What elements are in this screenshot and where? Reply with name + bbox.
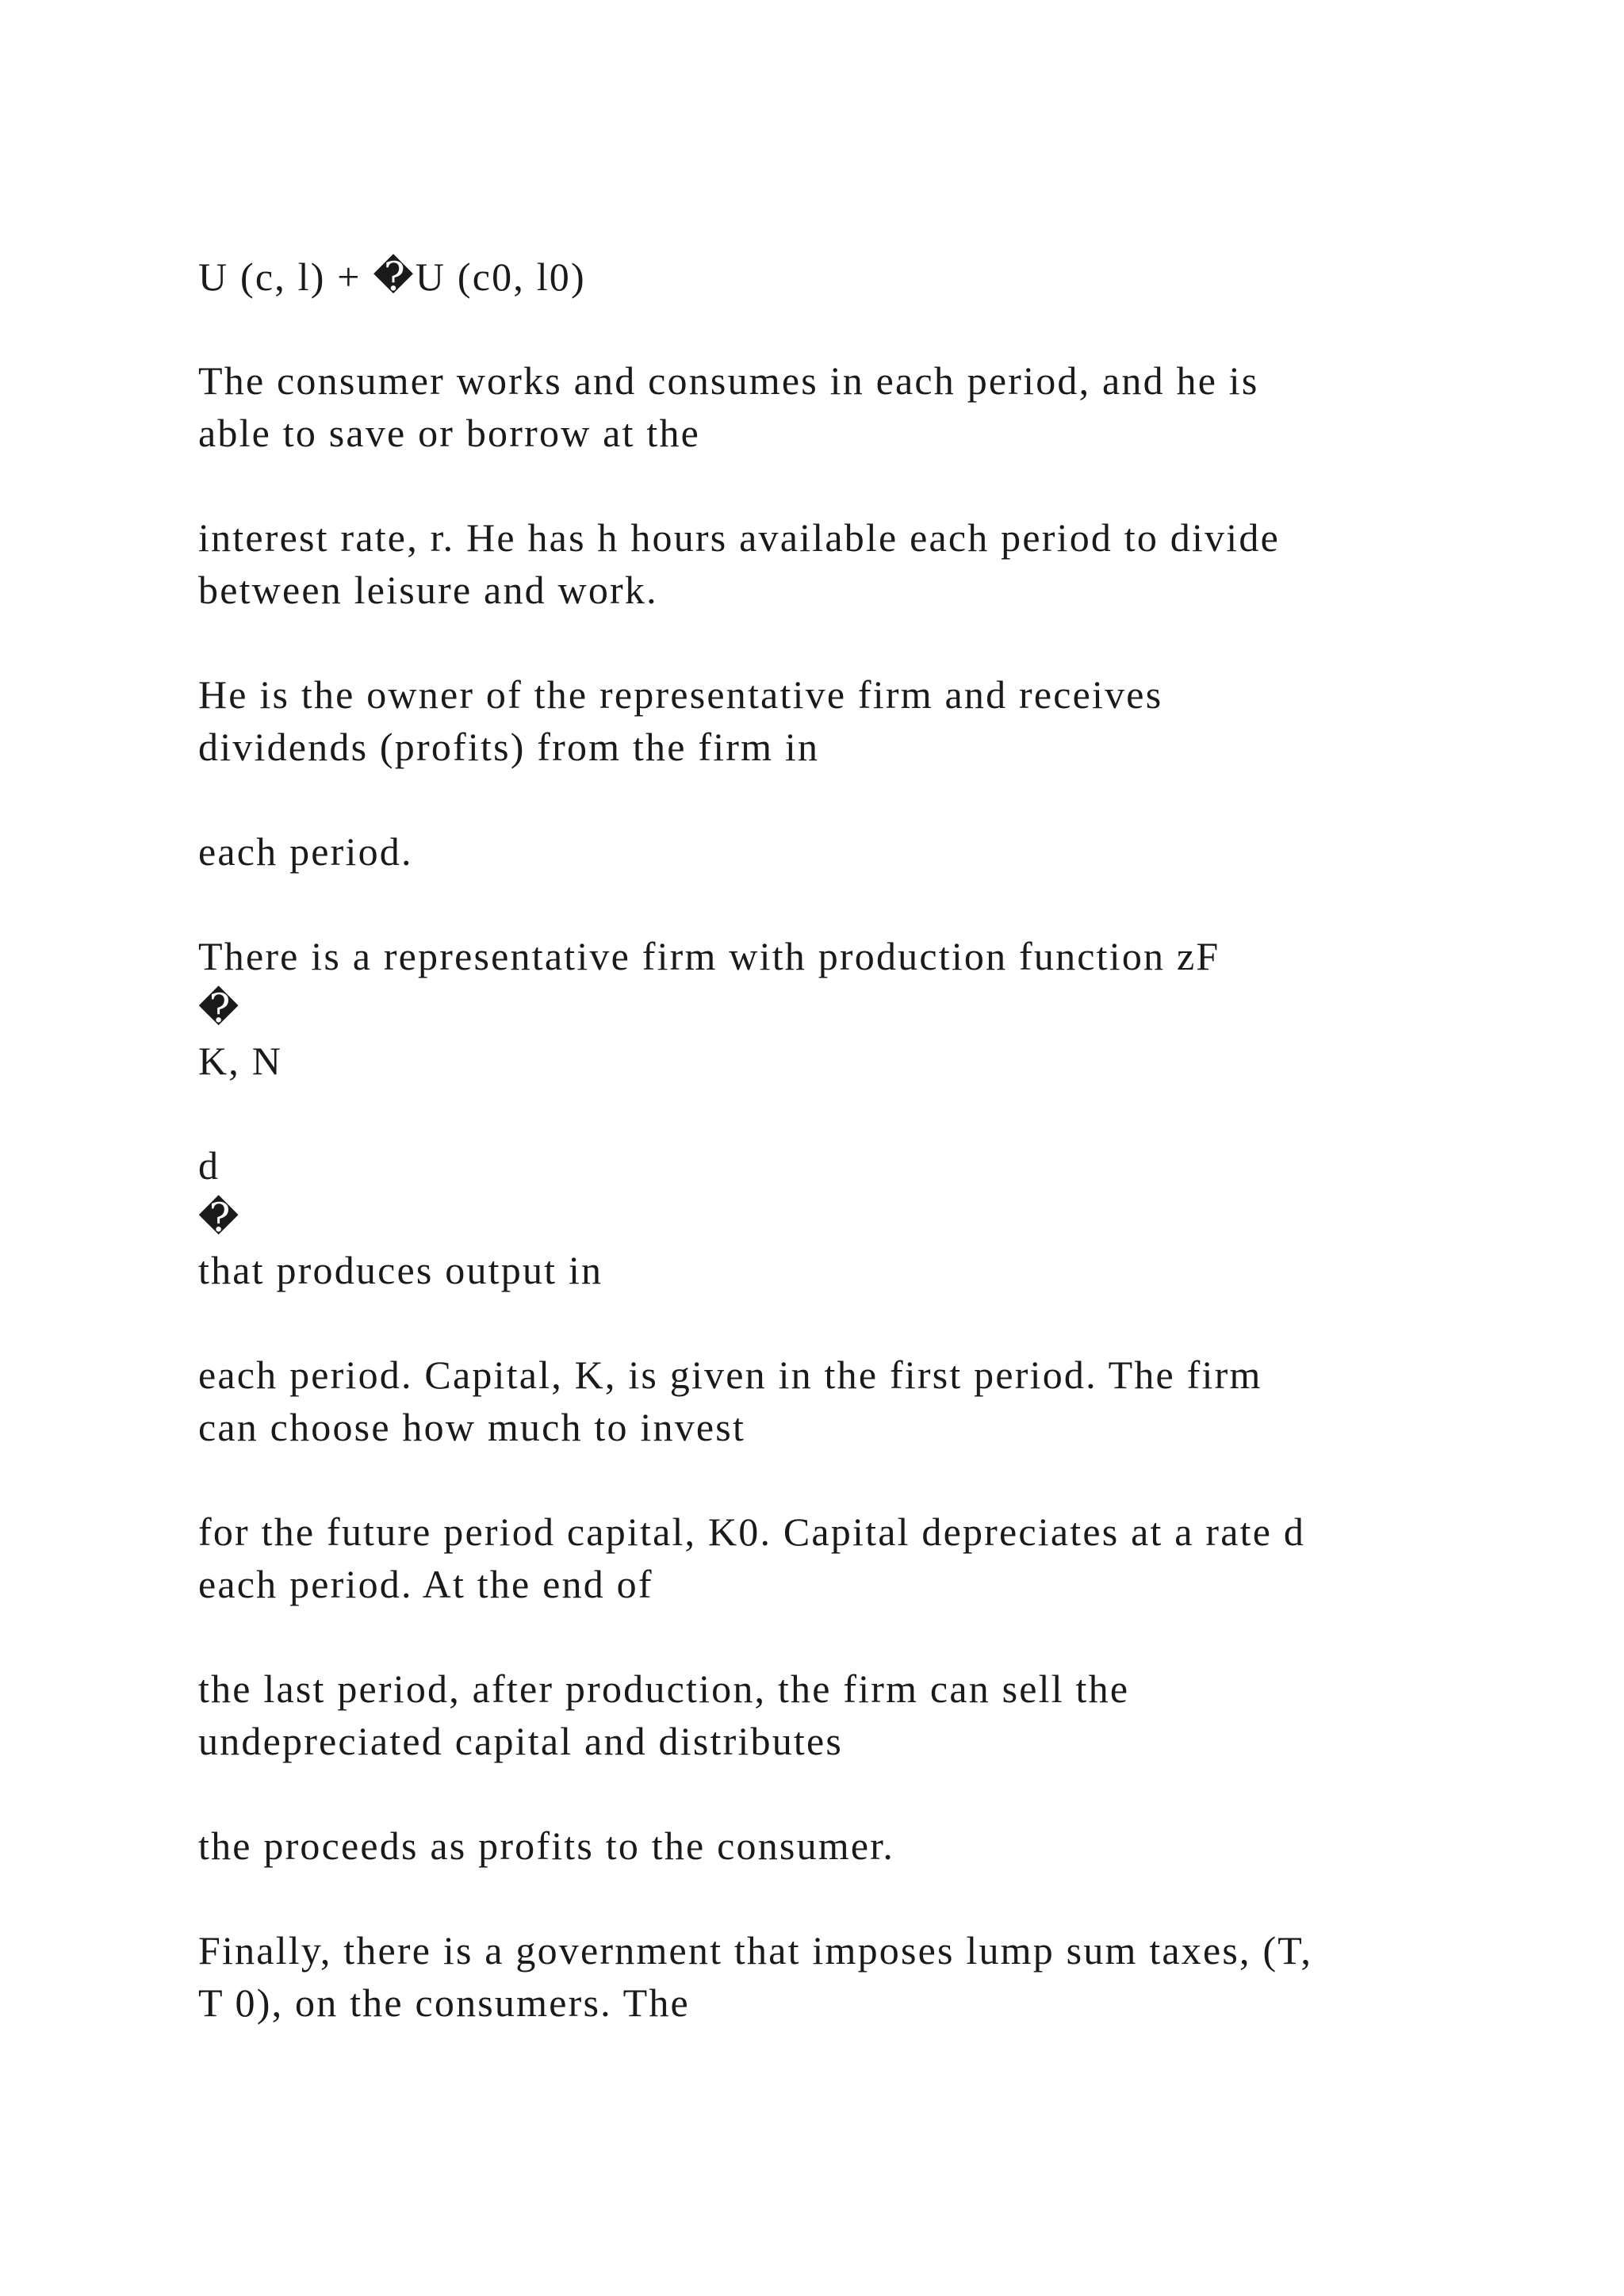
text-line: � — [198, 1196, 241, 1240]
text-line: that produces output in — [198, 1248, 603, 1292]
text-line: can choose how much to invest — [198, 1405, 746, 1449]
paragraph-last-period — [198, 1663, 1507, 1767]
text-line: each period. Capital, K, is given in the first period. The firm — [198, 1353, 1262, 1397]
text-line: between leisure and work. — [198, 568, 658, 612]
paragraph-capital-depreciates — [198, 1506, 1507, 1610]
paragraph-representative-firm — [198, 930, 1507, 1087]
paragraph-each-period — [198, 825, 1507, 878]
text-line: interest rate, r. He has h hours available each period to divide — [198, 515, 1280, 560]
text-line: dividends (profits) from the firm in — [198, 725, 820, 769]
text-line: He is the owner of the representative firm and receives — [198, 672, 1163, 717]
text-line: T 0), on the consumers. The — [198, 1980, 690, 2025]
paragraph-utility-function — [198, 251, 1507, 303]
text-line: each period. At the end of — [198, 1562, 653, 1606]
text-line: U (c, l) + �U (c0, l0) — [198, 254, 586, 299]
text-line: able to save or borrow at the — [198, 411, 701, 455]
text-line: Finally, there is a government that imposes lump sum taxes, (T, — [198, 1928, 1313, 1973]
paragraph-produces-output — [198, 1139, 1507, 1296]
paragraph-owner-of-firm — [198, 668, 1507, 773]
paragraph-government-taxes — [198, 1924, 1507, 2029]
text-line: There is a representative firm with production function zF — [198, 934, 1220, 978]
text-line: the last period, after production, the firm can sell the — [198, 1667, 1130, 1711]
paragraph-capital-given — [198, 1349, 1507, 1453]
text-line: undepreciated capital and distributes — [198, 1719, 844, 1763]
paragraph-proceeds — [198, 1820, 1507, 1872]
text-line: the proceeds as profits to the consumer. — [198, 1823, 895, 1868]
paragraph-consumer-works — [198, 354, 1507, 459]
text-line: � — [198, 986, 241, 1031]
text-line: K, N — [198, 1039, 283, 1083]
paragraph-interest-rate — [198, 511, 1507, 616]
text-line: d — [198, 1143, 220, 1188]
text-line: The consumer works and consumes in each period, and he is — [198, 358, 1259, 403]
text-line: for the future period capital, K0. Capital depreciates at a rate d — [198, 1510, 1306, 1554]
text-line: each period. — [198, 829, 413, 874]
